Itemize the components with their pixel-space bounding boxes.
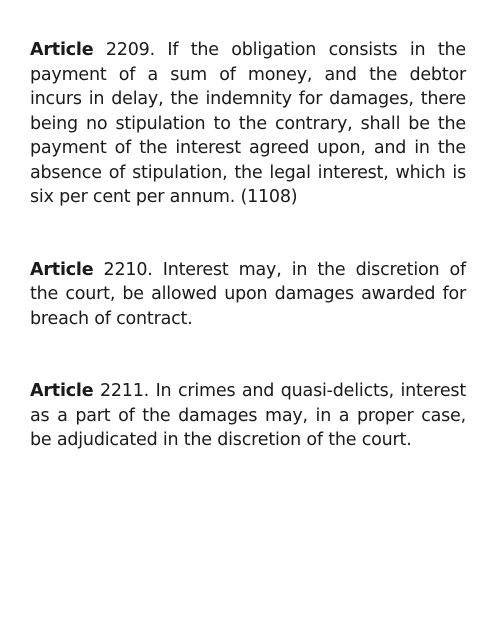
- article-label: Article: [30, 40, 94, 60]
- article-2210: [30, 258, 466, 332]
- document-page: [30, 38, 466, 453]
- article-label: Article: [30, 259, 94, 280]
- article-label: Article: [30, 381, 94, 401]
- article-2209: [30, 38, 466, 210]
- article-text: 2210. Interest may, in the discretion of the court, be allowed upon damages awarded for breach of contract.: [30, 259, 466, 329]
- article-2211: [30, 379, 466, 453]
- article-text: 2209. If the obligation consists in the payment of a sum of money, and the debtor incurs in delay, the indemnity for damages, there being no stipulation to the contrary, shall be the payment of the interest agreed upon, and in the absence of stipulation, the legal interest, which is six per cent per annum. (1108): [30, 40, 466, 207]
- article-text: 2211. In crimes and quasi-delicts, interest as a part of the damages may, in a proper case, be adjudicated in the discretion of the court.: [30, 381, 466, 450]
